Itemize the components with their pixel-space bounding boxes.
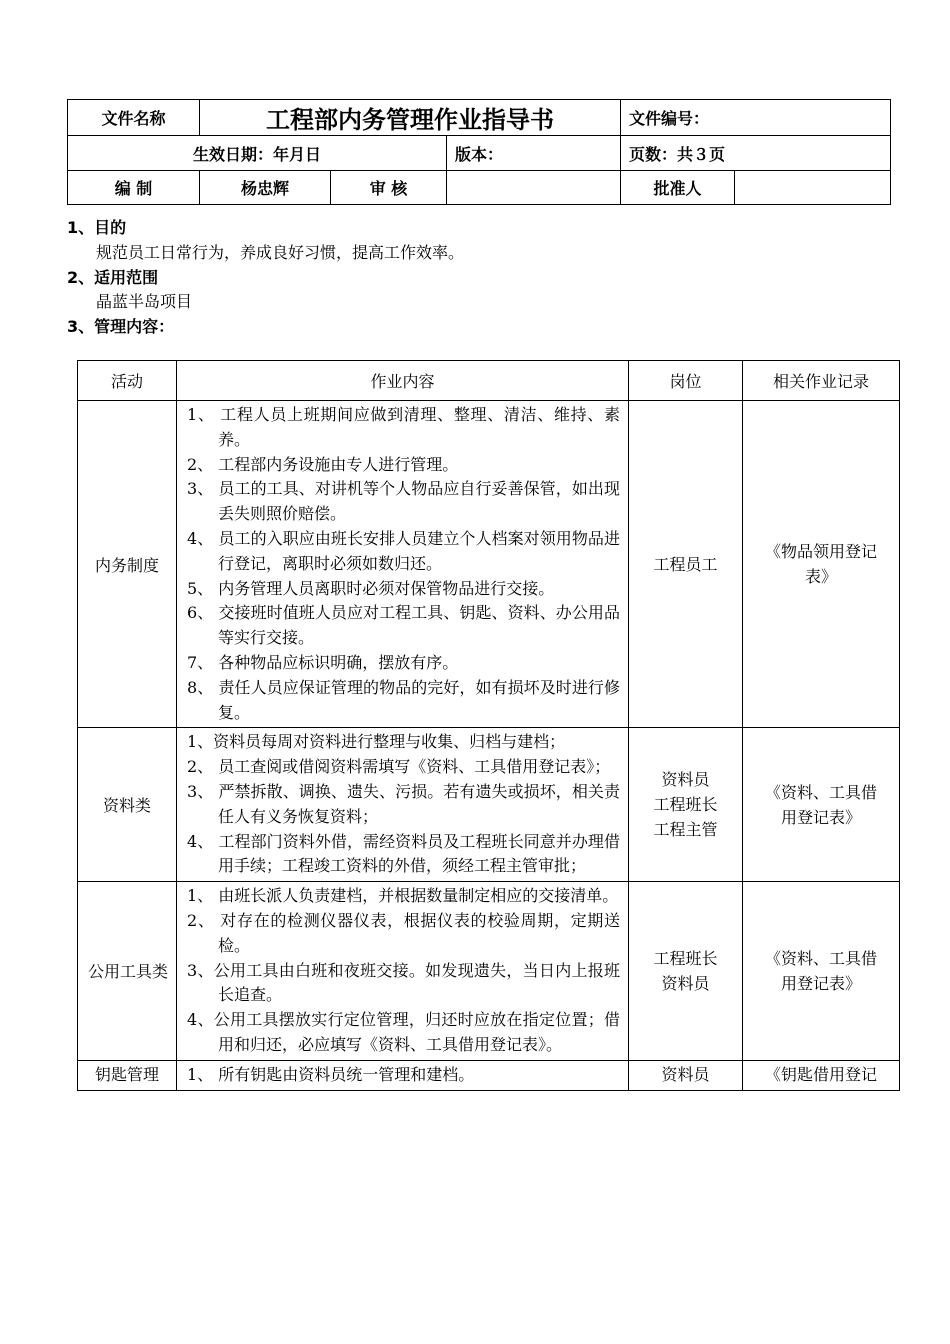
- position-line: 工程班长: [653, 948, 718, 968]
- position-cell: [629, 728, 743, 882]
- management-content-table: [77, 360, 900, 1091]
- record-line: 用登记表》: [780, 807, 861, 827]
- records-cell: [743, 1060, 900, 1090]
- list-item: 1、资料员每周对资料进行整理与收集、归档与建档；: [187, 732, 566, 752]
- records-cell: [743, 401, 900, 728]
- content-cell: [177, 1060, 629, 1090]
- record-line: 《资料、工具借: [764, 782, 877, 802]
- list-item: 7、 各种物品应标识明确，摆放有序。: [187, 652, 459, 672]
- list-item: 4、 员工的入职应由班长安排人员建立个人档案对领用物品进行登记，离职时必须如数归还。: [187, 528, 620, 573]
- column-header: 作业内容: [177, 361, 629, 401]
- table-row: [78, 882, 900, 1061]
- list-item: 1、 工程人员上班期间应做到清理、整理、清洁、维持、素养。: [187, 405, 620, 449]
- record-line: 用登记表》: [780, 973, 861, 993]
- effective-date: 生效日期：年月日: [68, 136, 447, 171]
- table-row: [78, 401, 900, 728]
- position-line: 资料员: [661, 973, 710, 993]
- column-header: 相关作业记录: [743, 361, 900, 401]
- activity-cell: 公用工具类: [78, 882, 177, 1061]
- list-item: 3、公用工具由白班和夜班交接。如发现遗失，当日内上报班长追查。: [187, 960, 620, 1005]
- column-header: 活动: [78, 361, 177, 401]
- compile-label: 编 制: [68, 171, 200, 205]
- position-line: 工程员工: [653, 554, 718, 574]
- column-header: 岗位: [629, 361, 743, 401]
- list-item: 3、 员工的工具、对讲机等个人物品应自行妥善保管，如出现丢失则照价赔偿。: [187, 479, 620, 524]
- list-item: 8、 责任人员应保证管理的物品的完好，如有损坏及时进行修复。: [187, 677, 620, 722]
- record-line: 《资料、工具借: [764, 948, 877, 968]
- position-line: 资料员: [661, 1064, 710, 1084]
- list-item: 1、 由班长派人负责建档，并根据数量制定相应的交接清单。: [187, 886, 619, 906]
- document-title: 工程部内务管理作业指导书: [200, 100, 621, 136]
- compiler-name: 杨忠辉: [200, 171, 331, 205]
- section-body-purpose: 规范员工日常行为，养成良好习惯，提高工作效率。: [96, 243, 465, 262]
- position-line: 工程班长: [653, 795, 718, 815]
- list-item: 4、公用工具摆放实行定位管理，归还时应放在指定位置；借用和归还，必应填写《资料、工具借用登记表》。: [187, 1010, 620, 1054]
- version-label: 版本：: [447, 136, 621, 171]
- table-row: [78, 1060, 900, 1090]
- records-cell: [743, 728, 900, 882]
- approver-name: [735, 171, 891, 205]
- list-item: 1、 所有钥匙由资料员统一管理和建档。: [187, 1064, 475, 1084]
- file-name-label: 文件名称: [68, 100, 200, 136]
- records-cell: [743, 882, 900, 1061]
- content-cell: [177, 728, 629, 882]
- approver-label: 批准人: [621, 171, 735, 205]
- activity-cell: 资料类: [78, 728, 177, 882]
- section-body-scope: 晶蓝半岛项目: [96, 292, 193, 311]
- activity-cell: 钥匙管理: [78, 1060, 177, 1090]
- table-row: [78, 728, 900, 882]
- section-heading-scope: 2、适用范围: [67, 268, 159, 287]
- list-item: 2、 工程部内务设施由专人进行管理。: [187, 454, 459, 474]
- record-line: 表》: [804, 567, 837, 587]
- list-item: 5、 内务管理人员离职时必须对保管物品进行交接。: [187, 578, 555, 598]
- section-heading-purpose: 1、目的: [67, 218, 127, 237]
- review-label: 审 核: [331, 171, 447, 205]
- list-item: 4、 工程部门资料外借，需经资料员及工程班长同意并办理借用手续；工程竣工资料的外借，须经工程主管审批；: [187, 831, 620, 876]
- content-cell: [177, 882, 629, 1061]
- table-header-row: [78, 361, 900, 401]
- reviewer-name: [447, 171, 621, 205]
- position-cell: [629, 401, 743, 728]
- position-line: 资料员: [661, 770, 710, 790]
- position-line: 工程主管: [653, 820, 718, 840]
- list-item: 2、 对存在的检测仪器仪表，根据仪表的校验周期，定期送检。: [187, 910, 620, 955]
- list-item: 2、 员工查阅或借阅资料需填写《资料、工具借用登记表》；: [187, 757, 611, 777]
- file-number-label: 文件编号：: [621, 100, 891, 136]
- position-cell: [629, 1060, 743, 1090]
- activity-cell: 内务制度: [78, 401, 177, 728]
- document-header-table: [67, 99, 891, 205]
- position-cell: [629, 882, 743, 1061]
- list-item: 6、 交接班时值班人员应对工程工具、钥匙、资料、办公用品等实行交接。: [187, 603, 620, 648]
- page-count: 页数：共３页: [621, 136, 891, 171]
- record-line: 《钥匙借用登记: [764, 1064, 877, 1084]
- content-cell: [177, 401, 629, 728]
- record-line: 《物品领用登记: [764, 542, 877, 562]
- list-item: 3、 严禁拆散、调换、遗失、污损。若有遗失或损坏，相关责任人有义务恢复资料；: [187, 781, 620, 826]
- section-heading-content: 3、管理内容：: [67, 317, 175, 336]
